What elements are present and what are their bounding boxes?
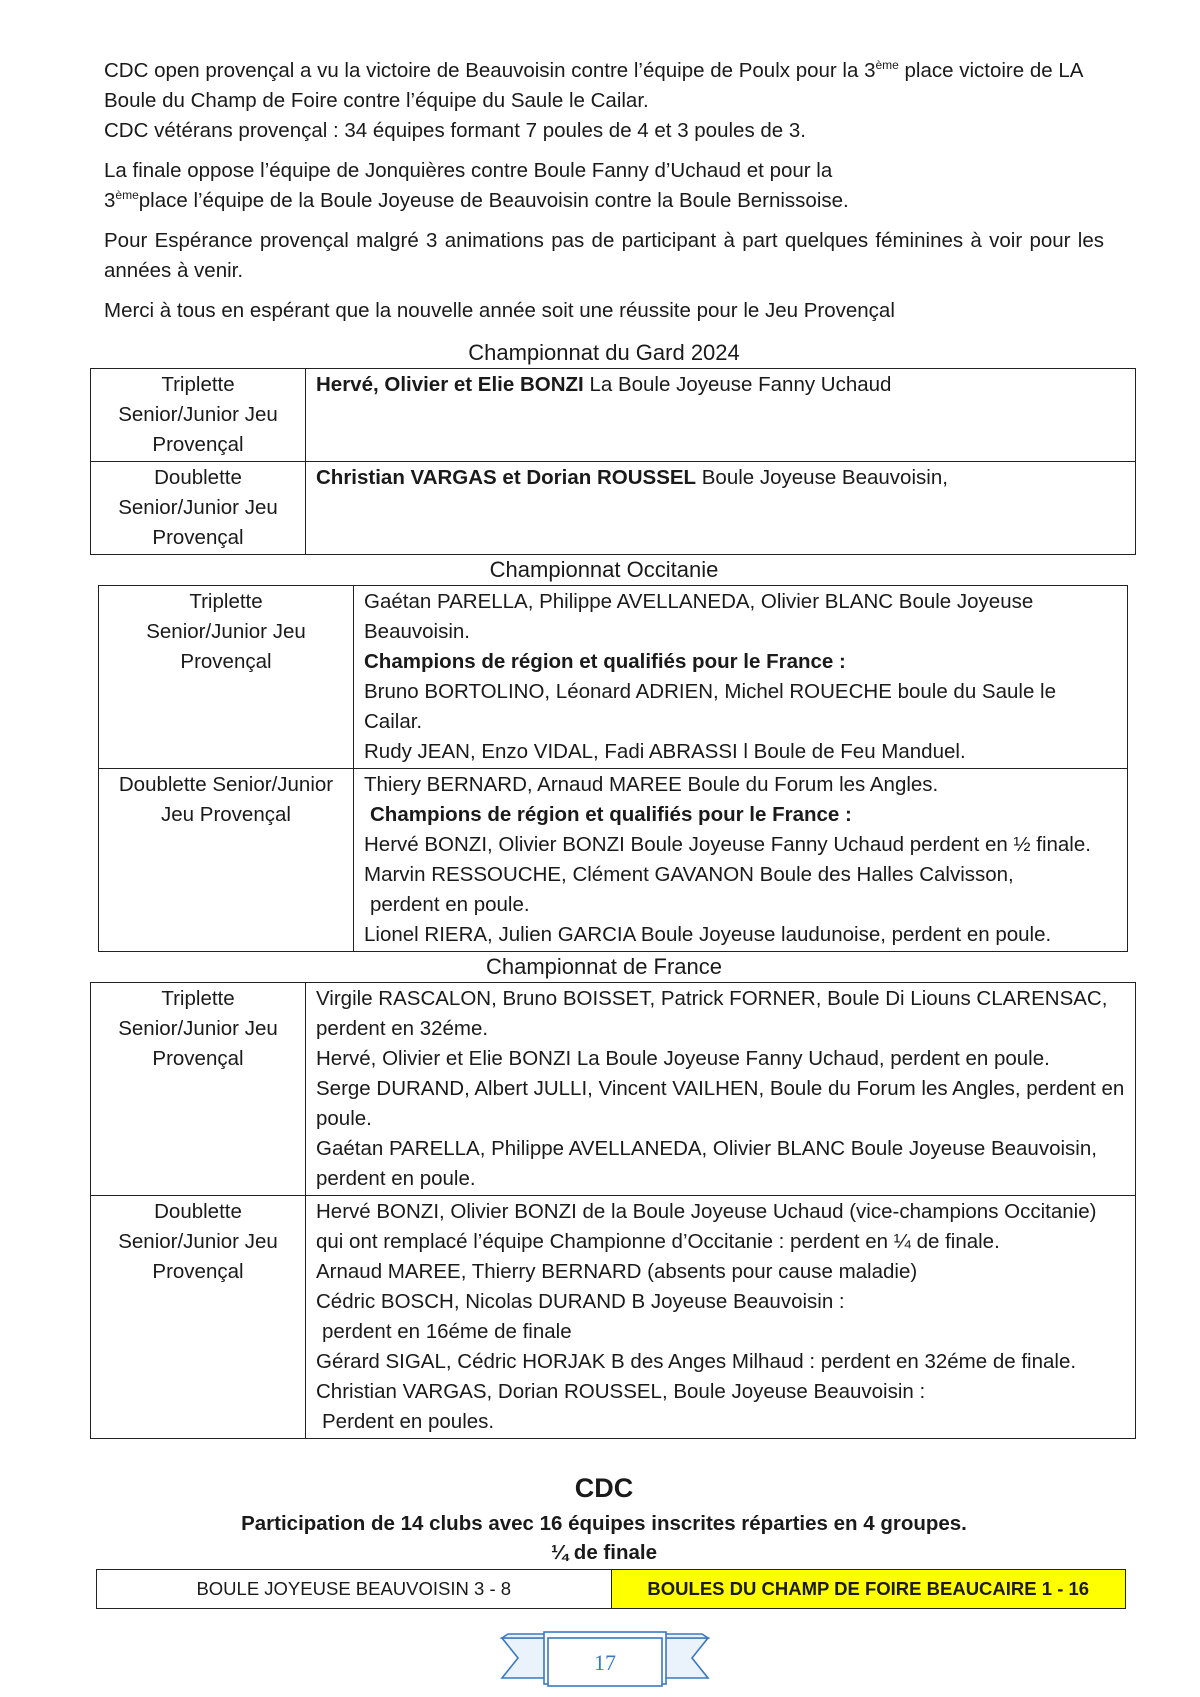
- match-left-team: BOULE JOYEUSE BEAUVOISIN 3 - 8: [97, 1570, 612, 1609]
- intro-paragraph-2: [104, 156, 1104, 216]
- cdc-round: ¼ de finale: [551, 1541, 657, 1564]
- result-line: Virgile RASCALON, Bruno BOISSET, Patrick FORNER, Boule Di Liouns CLARENSAC, perdent en 32éme.: [316, 987, 1108, 1040]
- cdc-subtitle: Participation de 14 clubs avec 16 équipes inscrites réparties en 4 groupes.: [241, 1512, 967, 1535]
- result-cell: [306, 369, 1136, 462]
- result-line: Arnaud MAREE, Thierry BERNARD (absents pour cause maladie): [316, 1260, 918, 1283]
- intro-text: CDC open provençal a vu la victoire de Beauvoisin contre l’équipe de Poulx pour la 3: [104, 59, 876, 82]
- intro-text: place l’équipe de la Boule Joyeuse de Beauvoisin contre la Boule Bernissoise.: [138, 189, 849, 212]
- qualified-heading: Champions de région et qualifiés pour le France :: [364, 650, 846, 673]
- result-line: Marvin RESSOUCHE, Clément GAVANON Boule des Halles Calvisson,: [364, 863, 1014, 886]
- team-names: Christian VARGAS et Dorian ROUSSEL: [316, 466, 697, 489]
- result-line: Rudy JEAN, Enzo VIDAL, Fadi ABRASSI l Boule de Feu Manduel.: [364, 740, 966, 763]
- result-line: Cédric BOSCH, Nicolas DURAND B Joyeuse Beauvoisin :: [316, 1290, 845, 1313]
- intro-text: La finale oppose l’équipe de Jonquières contre Boule Fanny d’Uchaud et pour la: [104, 159, 833, 182]
- intro-text: place victoire de LA Boule du Champ de Foire contre l’équipe du Saule le Cailar.: [104, 59, 1083, 112]
- category-cell: Doublette Senior/Junior Jeu Provençal: [91, 1196, 306, 1439]
- result-line: Lionel RIERA, Julien GARCIA Boule Joyeuse laudunoise, perdent en poule.: [364, 923, 1052, 946]
- superscript: ème: [115, 188, 139, 203]
- category-cell: Triplette Senior/Junior Jeu Provençal: [99, 586, 354, 769]
- result-line: Christian VARGAS, Dorian ROUSSEL, Boule Joyeuse Beauvoisin :: [316, 1380, 926, 1403]
- result-line: qui ont remplacé l’équipe Championne d’Occitanie : perdent en ¼ de finale.: [316, 1230, 1000, 1253]
- table-row: [91, 369, 1136, 462]
- category-cell: Triplette Senior/Junior Jeu Provençal: [91, 369, 306, 462]
- section-title-france: Championnat de France: [485, 954, 723, 979]
- superscript: ème: [875, 58, 899, 73]
- intro-text: 3: [104, 189, 116, 212]
- intro-paragraph-1: [104, 56, 1104, 146]
- result-line: Gaétan PARELLA, Philippe AVELLANEDA, Olivier BLANC Boule Joyeuse Beauvoisin.: [364, 590, 1034, 643]
- page-number-ribbon: [500, 1630, 710, 1690]
- match-row: [97, 1570, 1126, 1609]
- gard-table: [90, 368, 1136, 555]
- section-title-gard: Championnat du Gard 2024: [468, 340, 740, 365]
- result-line: Hervé BONZI, Olivier BONZI Boule Joyeuse Fanny Uchaud perdent en ½ finale.: [364, 833, 1091, 856]
- result-cell: [306, 462, 1136, 555]
- qualified-heading: Champions de région et qualifiés pour le France :: [370, 803, 852, 826]
- match-right-team-winner: BOULES DU CHAMP DE FOIRE BEAUCAIRE 1 - 16: [611, 1570, 1126, 1609]
- table-row: [91, 983, 1136, 1196]
- page-content: [104, 56, 1125, 1609]
- table-row: [99, 586, 1128, 769]
- occitanie-table: [98, 585, 1128, 952]
- category-cell: Doublette Senior/Junior Jeu Provençal: [99, 769, 354, 952]
- result-line: Thiery BERNARD, Arnaud MAREE Boule du Forum les Angles.: [364, 773, 939, 796]
- result-cell: [306, 1196, 1136, 1439]
- result-line: Hervé BONZI, Olivier BONZI de la Boule Joyeuse Uchaud (vice-champions Occitanie): [316, 1200, 1097, 1223]
- team-names: Hervé, Olivier et Elie BONZI: [316, 373, 584, 396]
- france-table: [90, 982, 1136, 1439]
- section-title-occitanie: Championnat Occitanie: [489, 557, 719, 582]
- category-cell: Triplette Senior/Junior Jeu Provençal: [91, 983, 306, 1196]
- result-line: Bruno BORTOLINO, Léonard ADRIEN, Michel ROUECHE boule du Saule le Cailar.: [364, 680, 1057, 733]
- result-cell: [306, 983, 1136, 1196]
- page-number: 17: [594, 1650, 616, 1675]
- table-row: [91, 462, 1136, 555]
- result-line: Serge DURAND, Albert JULLI, Vincent VAILHEN, Boule du Forum les Angles, perdent en poule.: [316, 1077, 1125, 1130]
- intro-paragraph-4: Merci à tous en espérant que la nouvelle année soit une réussite pour le Jeu Provençal: [104, 299, 895, 322]
- table-row: [99, 769, 1128, 952]
- result-cell: [354, 586, 1128, 769]
- cdc-title: CDC: [574, 1473, 634, 1503]
- ribbon-icon: [500, 1630, 710, 1690]
- match-table: [96, 1569, 1126, 1609]
- result-line: perdent en 16éme de finale: [322, 1320, 572, 1343]
- result-cell: [354, 769, 1128, 952]
- club-name: Boule Joyeuse Beauvoisin,: [696, 466, 948, 489]
- club-name: La Boule Joyeuse Fanny Uchaud: [583, 373, 892, 396]
- result-line: perdent en poule.: [370, 893, 530, 916]
- table-row: [91, 1196, 1136, 1439]
- result-line: Gaétan PARELLA, Philippe AVELLANEDA, Olivier BLANC Boule Joyeuse Beauvoisin, perdent en poule.: [316, 1137, 1097, 1190]
- result-line: Hervé, Olivier et Elie BONZI La Boule Joyeuse Fanny Uchaud, perdent en poule.: [316, 1047, 1050, 1070]
- intro-paragraph-3: Pour Espérance provençal malgré 3 animations pas de participant à part quelques féminines à voir pour les années à venir.: [104, 229, 1104, 282]
- result-line: Gérard SIGAL, Cédric HORJAK B des Anges Milhaud : perdent en 32éme de finale.: [316, 1350, 1077, 1373]
- result-line: Perdent en poules.: [322, 1410, 495, 1433]
- intro-text: CDC vétérans provençal : 34 équipes formant 7 poules de 4 et 3 poules de 3.: [104, 119, 806, 142]
- category-cell: Doublette Senior/Junior Jeu Provençal: [91, 462, 306, 555]
